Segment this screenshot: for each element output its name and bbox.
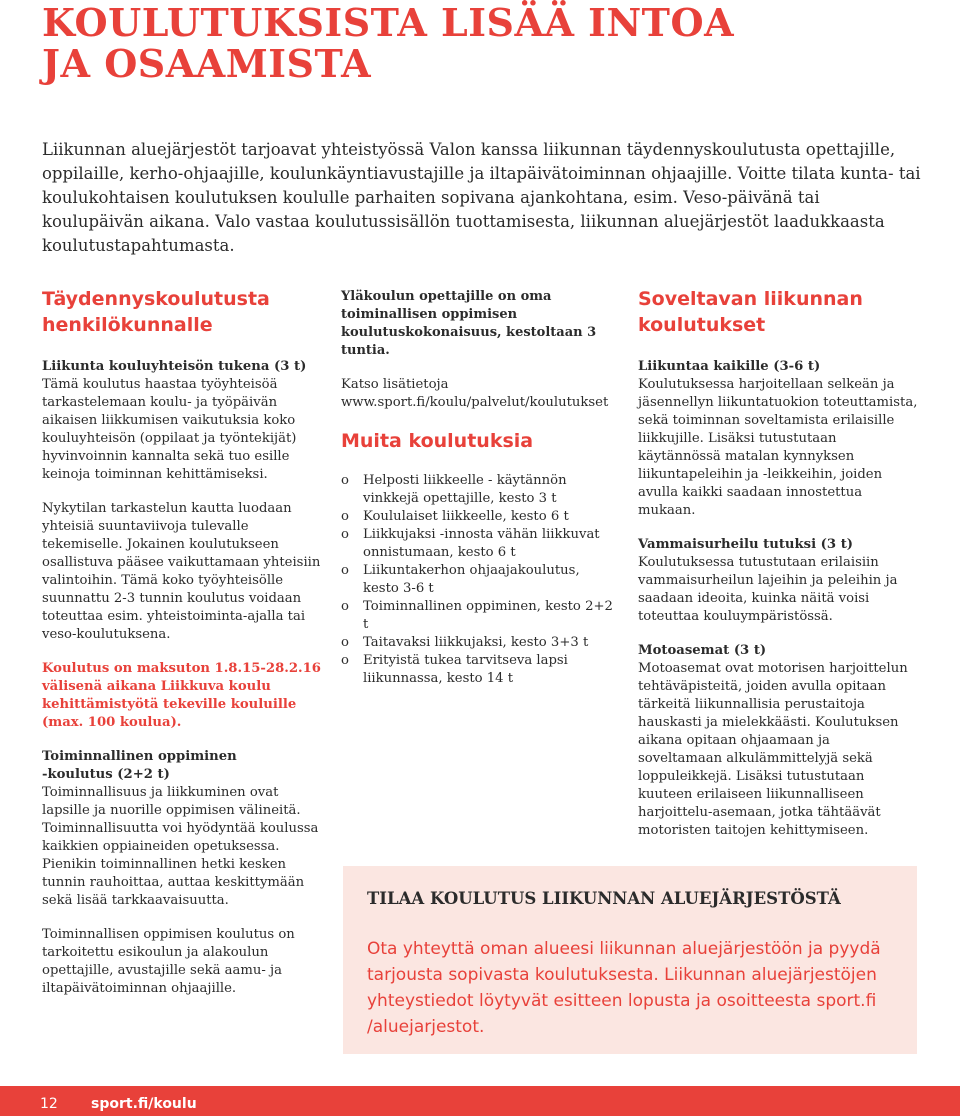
bullet-icon: o — [341, 527, 349, 542]
bullet-icon: o — [341, 653, 349, 668]
course-title-vammaisurheilu: Vammaisurheilu tutuksi (3 t) — [638, 537, 854, 552]
other-trainings-list — [341, 472, 616, 688]
list-item: o Helposti liikkeelle - käytännön vinkkejä opettajille, kesto 3 t — [341, 473, 567, 506]
footer-site-link[interactable]: sport.fi/koulu — [91, 1096, 197, 1112]
order-training-heading: TILAA KOULUTUS LIIKUNNAN ALUEJÄRJESTÖSTÄ — [367, 889, 841, 908]
bullet-icon: o — [341, 599, 349, 614]
course-title-motoasemat: Motoasemat (3 t) — [638, 643, 767, 658]
intro-text-part-1: Liikunnan aluejärjestöt tarjoavat yhteistyössä Valon kanssa liikunnan täydennyskoulutusta opettajille, oppilaille, kerho-ohjaajille, koulunkäyntiavustajille ja iltapäivätoiminnan ohjaajille. — [42, 140, 896, 183]
intro-paragraph — [42, 138, 922, 258]
list-item: o Taitavaksi liikkujaksi, kesto 3+3 t — [341, 635, 589, 650]
info-link-text: Katso lisätietoja www.sport.fi/koulu/palvelut/koulutukset — [341, 377, 609, 410]
course-text: Motoasemat ovat motorisen harjoittelun tehtäväpisteitä, joiden avulla opitaan tärkeitä liikunnallisia perustaitoja hauskasti ja mielekkäästi. Koulutuksen aikana opitaan ohjaamaan ja soveltamaan alkulämmittelyjä sekä loppuleikkejä. Lisäksi tutustutaan kuuteen erilaiseen liikunnalliseen harjoittelu-asemaan, jotka tähtäävät motoristen taitojen kehittymiseen. — [638, 661, 908, 838]
title-line-2: JA OSAAMISTA — [42, 41, 372, 86]
course-text: Nykytilan tarkastelun kautta luodaan yhteisiä suuntaviivoja tulevalle tekemiselle. Jokainen koulutukseen osallistuva pääsee vaikuttamaan yhteisiin valintoihin. Tämä koko työyhteisölle suunnattu 2-3 tunnin koulutus voidaan toteuttaa esim. yhteistoiminta-ajalla tai veso-koulutuksena. — [42, 501, 321, 642]
title-line-1: KOULUTUKSISTA LISÄÄ INTOA — [42, 0, 735, 45]
page-number: 12 — [40, 1096, 58, 1112]
course-text: Tämä koulutus haastaa työyhteisöä tarkastelemaan koulu- ja työpäivän aikaisen liikkumisen vaikutuksia koko kouluyhteisön (oppilaat ja työntekijät) hyvinvoinnin kannalta sekä tuo esille keinoja toiminnan kehittämiseksi. — [42, 377, 297, 482]
bullet-icon: o — [341, 473, 349, 488]
course-title-toiminnallinen-oppiminen: Toiminnallinen oppiminen -koulutus (2+2 t) — [42, 749, 237, 782]
free-offer-note: Koulutus on maksuton 1.8.15-28.2.16 välisenä aikana Liikkuva koulu kehittämistyötä tekeville kouluille (max. 100 koulua). — [42, 661, 321, 730]
column-3-heading: Soveltavan liikunnan koulutukset — [638, 288, 863, 336]
intro-text-part-2: Voitte tilata kunta- tai koulukohtaisen koulutuksen koululle parhaiten sopivana ajankohtana, esim. Veso-päivänä tai koulupäivän aikana. Valo vastaa koulutussisällön tuottamisesta, liikunnan aluejärjestöt laadukkaasta koulutustapahtumasta. — [42, 164, 921, 255]
course-text: Koulutuksessa tutustutaan erilaisiin vammaisurheilun lajeihin ja peleihin ja saadaan ideoita, kuinka näitä voisi toteuttaa kouluympäristössä. — [638, 555, 898, 624]
course-text: Koulutuksessa harjoitellaan selkeän ja jäsennellyn liikuntatuokion toteuttamista, sekä toiminnan soveltamista erilaisille liikkujille. Lisäksi tutustutaan käytännössä matalan kynnyksen liikuntapeleihin ja -leikkeihin, joiden avulla kaikki saadaan innostettua mukaan. — [638, 377, 918, 518]
page-title — [42, 2, 942, 84]
course-title-liikuntaa-kaikille: Liikuntaa kaikille (3-6 t) — [638, 359, 821, 374]
column-1-heading: Täydennyskoulutusta henkilökunnalle — [42, 288, 270, 336]
course-text: Toiminnallisuus ja liikkuminen ovat lapsille ja nuorille oppimisen välineitä. Toiminnallisuutta voi hyödyntää koulussa kaikkien oppiaineiden opetuksessa. Pienikin toiminnallinen hetki kesken tunnin rauhoittaa, auttaa keskittymään sekä lisää tarkkaavaisuutta. — [42, 785, 319, 908]
column-2-heading: Yläkoulun opettajille on oma toiminallisen oppimisen koulutuskokonaisuus, kestoltaan 3 tuntia. — [341, 289, 597, 358]
course-title-liikunta-kouluyhteison-tukena: Liikunta kouluyhteisön tukena (3 t) — [42, 359, 307, 374]
column-adapted-pe — [638, 286, 918, 856]
bullet-icon: o — [341, 635, 349, 650]
bullet-icon: o — [341, 563, 349, 578]
other-trainings-heading: Muita koulutuksia — [341, 430, 534, 452]
list-item: o Liikuntakerhon ohjaajakoulutus, kesto 3-6 t — [341, 563, 580, 596]
column-other-trainings — [341, 288, 616, 688]
bullet-icon: o — [341, 509, 349, 524]
list-item: o Toiminnallinen oppiminen, kesto 2+2 t — [341, 599, 613, 632]
list-item: o Koululaiset liikkeelle, kesto 6 t — [341, 509, 569, 524]
column-staff-training — [42, 286, 327, 1014]
list-item: o Liikkujaksi -innosta vähän liikkuvat onnistumaan, kesto 6 t — [341, 527, 600, 560]
list-item: o Erityistä tukea tarvitseva lapsi liikunnassa, kesto 14 t — [341, 653, 568, 686]
course-text: Toiminnallisen oppimisen koulutus on tarkoitettu esikoulun ja alakoulun opettajille, avustajille sekä aamu- ja iltapäivätoiminnan ohjaajille. — [42, 927, 295, 996]
order-training-text: Ota yhteyttä oman alueesi liikunnan aluejärjestöön ja pyydä tarjousta sopivasta koulutuksesta. Liikunnan aluejärjestöjen yhteystiedot löytyvät esitteen lopusta ja osoitteesta sport.fi /aluejarjestot. — [367, 939, 881, 1037]
